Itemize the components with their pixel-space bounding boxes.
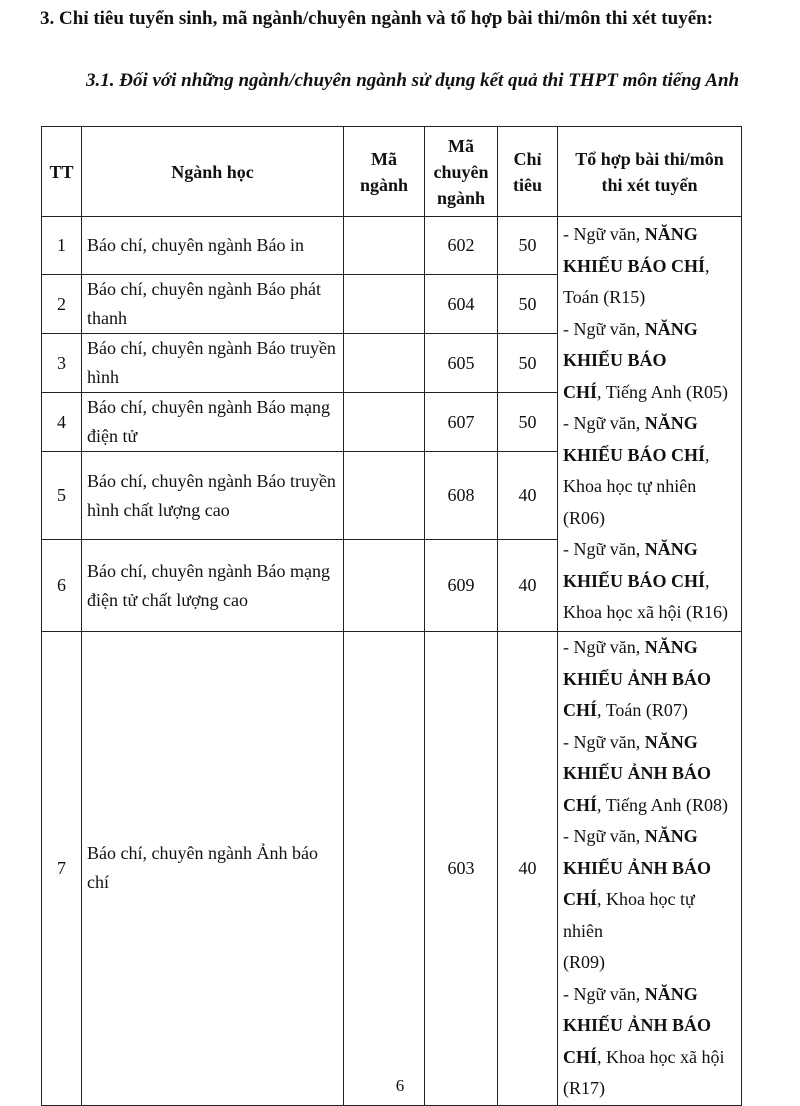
row-major-name: Báo chí, chuyên ngành Báo truyền hình: [82, 334, 344, 393]
row-specialization-code: 603: [425, 632, 498, 1106]
row-specialization-code: 602: [425, 217, 498, 275]
combo-line: Khoa học tự nhiên: [563, 476, 697, 497]
combo-line: - Ngữ văn, NĂNG: [563, 539, 698, 560]
subsection-heading: [40, 66, 770, 96]
combo-line: CHÍ, Toán (R07): [563, 700, 688, 720]
table-row: [42, 217, 742, 275]
row-number: 5: [42, 452, 82, 540]
row-major-name: Báo chí, chuyên ngành Ảnh báo chí: [82, 632, 344, 1106]
row-number: 4: [42, 393, 82, 452]
admissions-table: [41, 126, 742, 1106]
combo-line: - Ngữ văn, NĂNG: [563, 637, 698, 657]
combo-line: KHIẾU BÁO CHÍ,: [563, 570, 710, 591]
combo-line: CHÍ, Khoa học tự nhiên: [563, 889, 695, 941]
combo-line: Khoa học xã hội (R16): [563, 602, 728, 623]
row-major-code: [344, 217, 425, 275]
header-combination: Tổ hợp bài thi/môn thi xét tuyển: [558, 127, 742, 217]
row-major-name: Báo chí, chuyên ngành Báo in: [82, 217, 344, 275]
row-specialization-code: 609: [425, 540, 498, 632]
row-number: 2: [42, 275, 82, 334]
row-quota: 50: [498, 217, 558, 275]
combo-line: KHIẾU BÁO: [563, 350, 667, 371]
combo-line: KHIẾU ẢNH BÁO: [563, 763, 712, 783]
combo-line: (R17): [563, 1078, 605, 1098]
row-number: 3: [42, 334, 82, 393]
row-major-code: [344, 452, 425, 540]
row-number: 6: [42, 540, 82, 632]
row-number: 1: [42, 217, 82, 275]
row-major-code: [344, 393, 425, 452]
combo-line: - Ngữ văn, NĂNG: [563, 983, 698, 1004]
row-major-code: [344, 334, 425, 393]
combo-line: KHIẾU BÁO CHÍ,: [563, 255, 710, 276]
row-major-code: [344, 632, 425, 1106]
row-specialization-code: 608: [425, 452, 498, 540]
combo-line: - Ngữ văn, NĂNG: [563, 318, 698, 339]
combo-line: KHIẾU ẢNH BÁO: [563, 668, 712, 689]
row-quota: 40: [498, 632, 558, 1106]
row-quota: 40: [498, 452, 558, 540]
table-row: [42, 632, 742, 1106]
combo-line: Toán (R15): [563, 287, 646, 308]
row-specialization-code: 605: [425, 334, 498, 393]
row-quota: 50: [498, 334, 558, 393]
subsection-heading-text: 3.1. Đối với những ngành/chuyên ngành sử dụng kết quả thi THPT môn tiếng Anh: [86, 70, 740, 91]
row-major-name: Báo chí, chuyên ngành Báo phát thanh: [82, 275, 344, 334]
combo-line: - Ngữ văn, NĂNG: [563, 826, 698, 846]
combo-line: - Ngữ văn, NĂNG: [563, 731, 698, 752]
combination-cell-journalism: [558, 217, 742, 632]
row-quota: 50: [498, 275, 558, 334]
combo-line: KHIẾU ẢNH BÁO: [563, 857, 712, 878]
row-specialization-code: 607: [425, 393, 498, 452]
combo-line: - Ngữ văn, NĂNG: [563, 224, 698, 245]
combo-line: KHIẾU BÁO CHÍ,: [563, 444, 710, 465]
header-specialization-code: Mã chuyên ngành: [425, 127, 498, 217]
row-major-code: [344, 540, 425, 632]
row-major-name: Báo chí, chuyên ngành Báo mạng điện tử chất lượng cao: [82, 540, 344, 632]
combo-line: (R06): [563, 507, 605, 528]
combo-line: CHÍ, Tiếng Anh (R08): [563, 794, 729, 815]
combo-line: CHÍ, Tiếng Anh (R05): [563, 381, 729, 402]
combo-line: (R09): [563, 952, 605, 972]
page-number: 6: [395, 1076, 405, 1095]
section-heading: 3. Chỉ tiêu tuyển sinh, mã ngành/chuyên ngành và tổ hợp bài thi/môn thi xét tuyển:: [40, 8, 714, 29]
row-number: 7: [42, 632, 82, 1106]
header-tt: TT: [42, 127, 82, 217]
header-major: Ngành học: [82, 127, 344, 217]
row-quota: 40: [498, 540, 558, 632]
row-major-name: Báo chí, chuyên ngành Báo mạng điện tử: [82, 393, 344, 452]
row-specialization-code: 604: [425, 275, 498, 334]
header-quota: Chỉ tiêu: [498, 127, 558, 217]
header-major-code: Mã ngành: [344, 127, 425, 217]
combo-line: CHÍ, Khoa học xã hội: [563, 1046, 725, 1067]
combo-line: KHIẾU ẢNH BÁO: [563, 1015, 712, 1035]
combination-cell-photojournalism: [558, 632, 742, 1106]
row-major-name: Báo chí, chuyên ngành Báo truyền hình chất lượng cao: [82, 452, 344, 540]
combo-line: - Ngữ văn, NĂNG: [563, 413, 698, 434]
table-header-row: [42, 127, 742, 217]
row-major-code: [344, 275, 425, 334]
row-quota: 50: [498, 393, 558, 452]
